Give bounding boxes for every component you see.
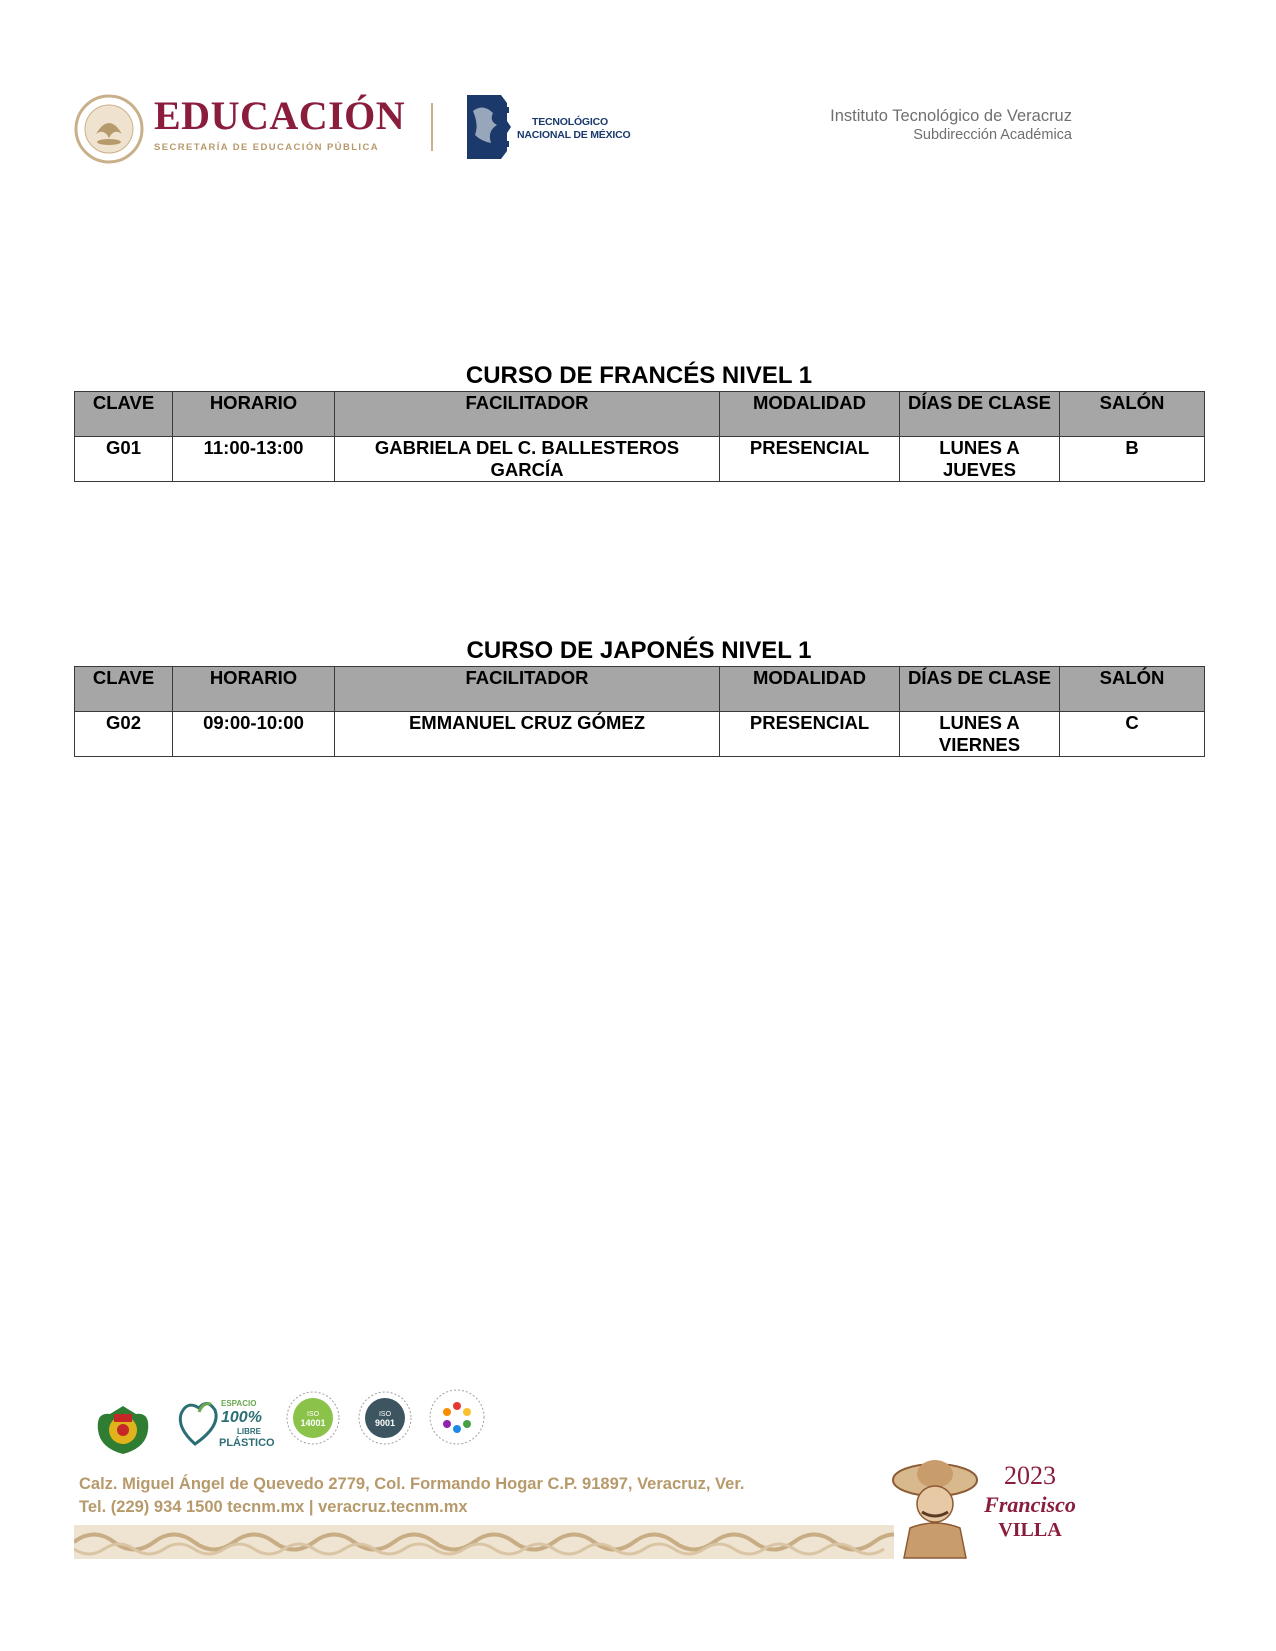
sep-logo — [154, 94, 414, 153]
column-header-clave: CLAVE — [75, 392, 173, 437]
institute-name: Instituto Tecnológico de Veracruz — [830, 107, 1072, 125]
table-row — [75, 712, 1205, 757]
tecnm-wordmark — [517, 116, 630, 142]
espacio-percent: 100% — [221, 1409, 262, 1426]
iso-label: ISO — [306, 1411, 320, 1418]
schedule-table — [74, 666, 1205, 757]
year-name-last: VILLA — [998, 1519, 1062, 1541]
column-header-clave: CLAVE — [75, 667, 173, 712]
francisco-villa-2023-logo — [880, 1452, 1090, 1562]
column-header-dias: DÍAS DE CLASE — [900, 667, 1060, 712]
footer-address-block — [79, 1473, 744, 1519]
table-row — [75, 437, 1205, 482]
cell-modalidad: PRESENCIAL — [720, 712, 900, 757]
iso-label: ISO — [378, 1411, 392, 1418]
cell-dias: LUNES A VIERNES — [900, 712, 1060, 757]
cell-facilitador: GABRIELA DEL C. BALLESTEROS GARCÍA — [335, 437, 720, 482]
column-header-dias: DÍAS DE CLASE — [900, 392, 1060, 437]
course-title: CURSO DE FRANCÉS NIVEL 1 — [465, 362, 813, 389]
column-header-modalidad: MODALIDAD — [720, 392, 900, 437]
decorative-pattern-band — [74, 1525, 894, 1559]
cell-modalidad: PRESENCIAL — [720, 437, 900, 482]
cell-clave: G01 — [75, 437, 173, 482]
tecnm-gear-logo — [461, 91, 513, 163]
espacio-label: ESPACIO — [221, 1399, 257, 1408]
logo-divider — [431, 103, 433, 151]
year-number: 2023 — [1004, 1461, 1056, 1490]
education-subtitle: SECRETARÍA DE EDUCACIÓN PÚBLICA — [154, 142, 379, 153]
plastic-free-badge-icon — [175, 1392, 275, 1454]
iso-14001-badge-icon — [285, 1390, 341, 1446]
cell-salon: C — [1060, 712, 1205, 757]
tecnm-line2: NACIONAL DE MÉXICO — [517, 129, 631, 141]
mexico-coat-of-arms-seal — [74, 94, 144, 164]
cell-horario: 09:00-10:00 — [173, 712, 335, 757]
year-name-first: Francisco — [984, 1492, 1076, 1517]
table-header-row — [75, 667, 1205, 712]
column-header-horario: HORARIO — [173, 392, 335, 437]
column-header-facilitador: FACILITADOR — [335, 667, 720, 712]
iso-9001-number: 9001 — [374, 1418, 396, 1428]
cell-clave: G02 — [75, 712, 173, 757]
equality-badge-icon — [428, 1388, 486, 1446]
institute-department: Subdirección Académica — [913, 127, 1072, 143]
schedule-table — [74, 391, 1205, 482]
institute-block — [830, 106, 1072, 144]
column-header-salon: SALÓN — [1060, 667, 1205, 712]
iso-9001-badge-icon — [357, 1390, 413, 1446]
iso-14001-number: 14001 — [300, 1418, 326, 1428]
course-title: CURSO DE JAPONÉS NIVEL 1 — [466, 637, 812, 664]
education-title: EDUCACIÓN — [154, 93, 406, 138]
cell-salon: B — [1060, 437, 1205, 482]
column-header-facilitador: FACILITADOR — [335, 392, 720, 437]
address-line: Calz. Miguel Ángel de Quevedo 2779, Col. Formando Hogar C.P. 91897, Veracruz, Ver. — [79, 1475, 745, 1493]
column-header-horario: HORARIO — [173, 667, 335, 712]
espacio-libre: LIBRE — [237, 1427, 261, 1436]
cell-dias: LUNES A JUEVES — [900, 437, 1060, 482]
espacio-plastico: PLÁSTICO — [219, 1437, 275, 1449]
contact-line: Tel. (229) 934 1500 tecnm.mx | veracruz.tecnm.mx — [79, 1498, 468, 1516]
column-header-modalidad: MODALIDAD — [720, 667, 900, 712]
cell-facilitador: EMMANUEL CRUZ GÓMEZ — [335, 712, 720, 757]
tecnm-line1: TECNOLÓGICO — [532, 116, 608, 128]
column-header-salon: SALÓN — [1060, 392, 1205, 437]
itv-shield-icon — [90, 1400, 156, 1458]
table-header-row — [75, 392, 1205, 437]
cell-horario: 11:00-13:00 — [173, 437, 335, 482]
